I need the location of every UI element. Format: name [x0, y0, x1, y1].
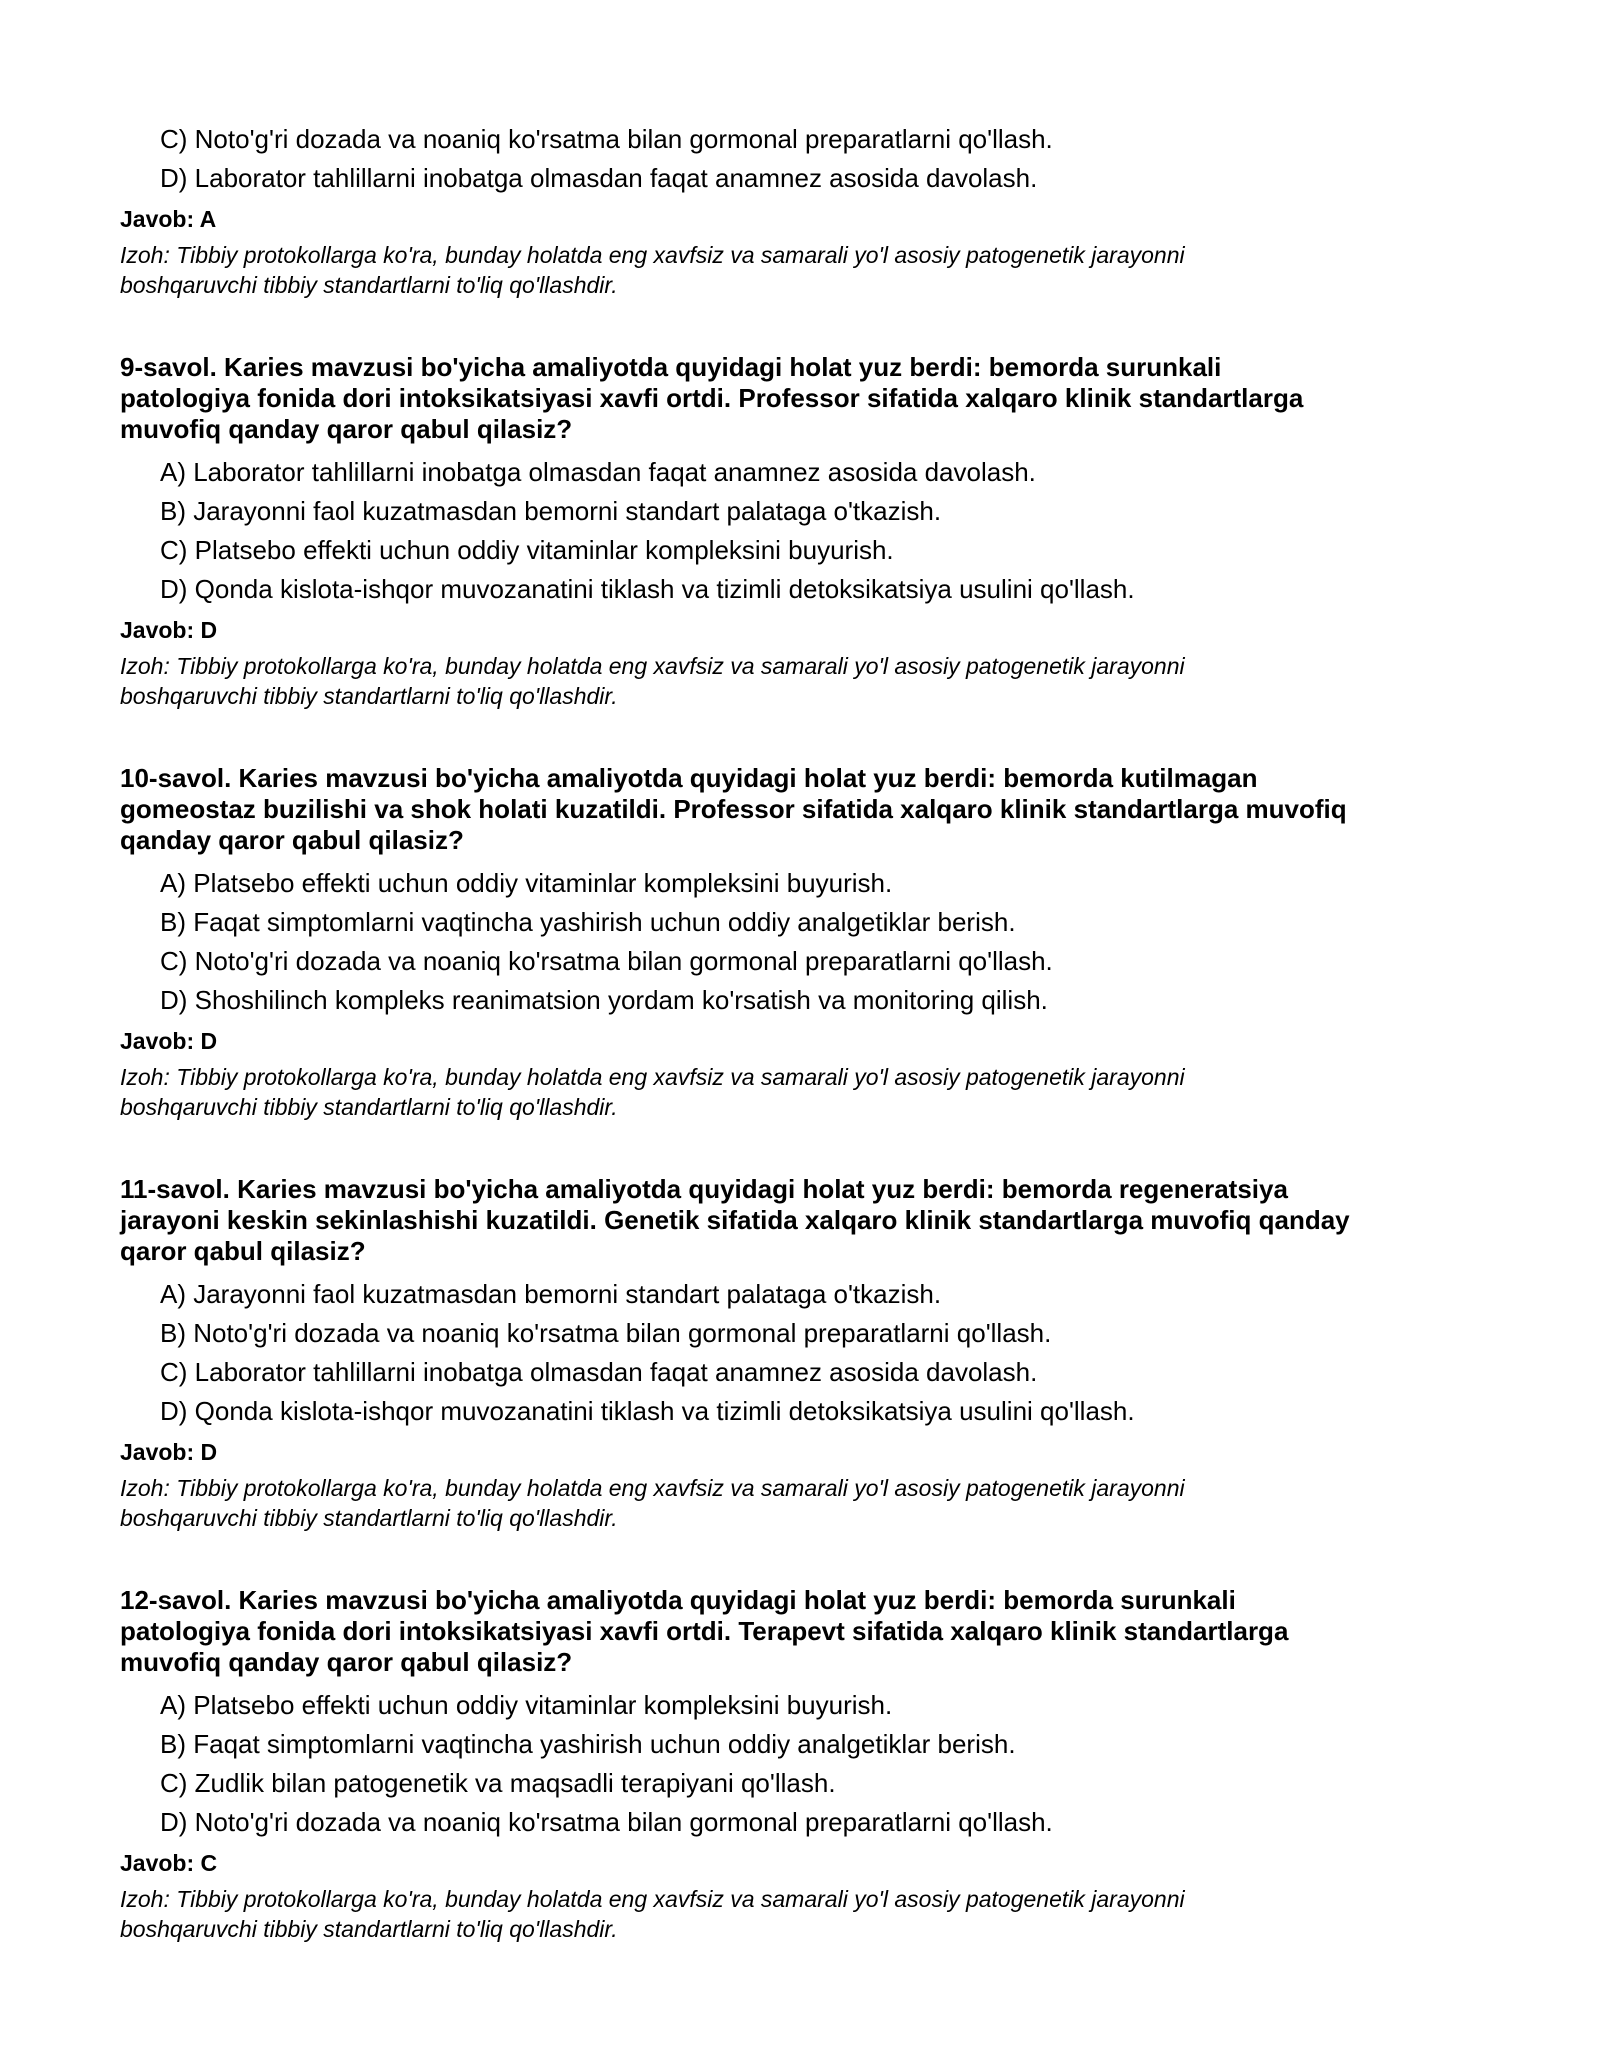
option-a: A) Jarayonni faol kuzatmasdan bemorni standart palataga o'tkazish. — [160, 1279, 942, 1309]
document-page — [120, 120, 1490, 1944]
question-heading — [120, 1174, 1490, 1267]
explanation-line: boshqaruvchi tibbiy standartlarni to'liq qo'llashdir. — [120, 1916, 618, 1942]
explanation-note — [120, 1473, 1490, 1533]
question-block-11 — [120, 1174, 1490, 1533]
option-c: C) Noto'g'ri dozada va noaniq ko'rsatma bilan gormonal preparatlarni qo'llash. — [160, 946, 1053, 976]
options-list — [120, 453, 1490, 609]
question-block-10 — [120, 763, 1490, 1122]
option-a: A) Platsebo effekti uchun oddiy vitaminlar kompleksini buyurish. — [160, 1690, 893, 1720]
options-list — [120, 1686, 1490, 1842]
question-line: 11-savol. Karies mavzusi bo'yicha amaliyotda quyidagi holat yuz berdi: bemorda regeneratsiya — [120, 1174, 1288, 1204]
answer-label: Javob: C — [120, 1850, 218, 1876]
option-a: A) Laborator tahlillarni inobatga olmasdan faqat anamnez asosida davolash. — [160, 457, 1036, 487]
explanation-note — [120, 651, 1490, 711]
question-line: patologiya fonida dori intoksikatsiyasi xavfi ortdi. Professor sifatida xalqaro klinik standartlarga — [120, 383, 1304, 413]
question-line: patologiya fonida dori intoksikatsiyasi xavfi ortdi. Terapevt sifatida xalqaro klinik standartlarga — [120, 1616, 1289, 1646]
explanation-line: Izoh: Tibbiy protokollarga ko'ra, bunday holatda eng xavfsiz va samarali yo'l asosiy patogenetik jarayonni — [120, 1475, 1185, 1501]
question-block-partial — [120, 120, 1490, 300]
explanation-line: Izoh: Tibbiy protokollarga ko'ra, bunday holatda eng xavfsiz va samarali yo'l asosiy patogenetik jarayonni — [120, 242, 1185, 268]
question-line: 12-savol. Karies mavzusi bo'yicha amaliyotda quyidagi holat yuz berdi: bemorda surunkali — [120, 1585, 1236, 1615]
option-c: C) Platsebo effekti uchun oddiy vitaminlar kompleksini buyurish. — [160, 535, 894, 565]
question-block-9 — [120, 352, 1490, 711]
options-list — [120, 120, 1490, 198]
question-heading — [120, 352, 1490, 445]
explanation-note — [120, 1062, 1490, 1122]
options-list — [120, 1275, 1490, 1431]
option-b: B) Faqat simptomlarni vaqtincha yashirish uchun oddiy analgetiklar berish. — [160, 907, 1016, 937]
question-line: muvofiq qanday qaror qabul qilasiz? — [120, 1647, 573, 1677]
option-b: B) Jarayonni faol kuzatmasdan bemorni standart palataga o'tkazish. — [160, 496, 942, 526]
option-b: B) Noto'g'ri dozada va noaniq ko'rsatma bilan gormonal preparatlarni qo'llash. — [160, 1318, 1052, 1348]
answer-label: Javob: D — [120, 617, 218, 643]
option-d: D) Qonda kislota-ishqor muvozanatini tiklash va tizimli detoksikatsiya usulini qo'llash. — [160, 1396, 1135, 1426]
question-heading — [120, 1585, 1490, 1678]
options-list — [120, 864, 1490, 1020]
option-d: D) Laborator tahlillarni inobatga olmasdan faqat anamnez asosida davolash. — [160, 163, 1038, 193]
option-d: D) Shoshilinch kompleks reanimatsion yordam ko'rsatish va monitoring qilish. — [160, 985, 1048, 1015]
question-line: 10-savol. Karies mavzusi bo'yicha amaliyotda quyidagi holat yuz berdi: bemorda kutilmagan — [120, 763, 1258, 793]
explanation-line: boshqaruvchi tibbiy standartlarni to'liq qo'llashdir. — [120, 1505, 618, 1531]
option-d: D) Qonda kislota-ishqor muvozanatini tiklash va tizimli detoksikatsiya usulini qo'llash. — [160, 574, 1135, 604]
answer-label: Javob: D — [120, 1439, 218, 1465]
question-line: gomeostaz buzilishi va shok holati kuzatildi. Professor sifatida xalqaro klinik standartlarga muvofiq — [120, 794, 1347, 824]
explanation-note — [120, 1884, 1490, 1944]
question-heading — [120, 763, 1490, 856]
question-line: qanday qaror qabul qilasiz? — [120, 825, 464, 855]
option-a: A) Platsebo effekti uchun oddiy vitaminlar kompleksini buyurish. — [160, 868, 893, 898]
explanation-line: boshqaruvchi tibbiy standartlarni to'liq qo'llashdir. — [120, 1094, 618, 1120]
explanation-line: Izoh: Tibbiy protokollarga ko'ra, bunday holatda eng xavfsiz va samarali yo'l asosiy patogenetik jarayonni — [120, 653, 1185, 679]
answer-label: Javob: D — [120, 1028, 218, 1054]
option-c: C) Laborator tahlillarni inobatga olmasdan faqat anamnez asosida davolash. — [160, 1357, 1038, 1387]
answer-label: Javob: A — [120, 206, 217, 232]
question-line: qaror qabul qilasiz? — [120, 1236, 366, 1266]
question-line: muvofiq qanday qaror qabul qilasiz? — [120, 414, 573, 444]
explanation-line: boshqaruvchi tibbiy standartlarni to'liq qo'llashdir. — [120, 272, 618, 298]
option-c: C) Noto'g'ri dozada va noaniq ko'rsatma bilan gormonal preparatlarni qo'llash. — [160, 124, 1053, 154]
explanation-line: Izoh: Tibbiy protokollarga ko'ra, bunday holatda eng xavfsiz va samarali yo'l asosiy patogenetik jarayonni — [120, 1886, 1185, 1912]
explanation-line: boshqaruvchi tibbiy standartlarni to'liq qo'llashdir. — [120, 683, 618, 709]
option-b: B) Faqat simptomlarni vaqtincha yashirish uchun oddiy analgetiklar berish. — [160, 1729, 1016, 1759]
question-line: jarayoni keskin sekinlashishi kuzatildi. Genetik sifatida xalqaro klinik standartlarga muvofiq qanday — [120, 1205, 1350, 1235]
explanation-note — [120, 240, 1490, 300]
option-c: C) Zudlik bilan patogenetik va maqsadli terapiyani qo'llash. — [160, 1768, 836, 1798]
question-block-12 — [120, 1585, 1490, 1944]
question-line: 9-savol. Karies mavzusi bo'yicha amaliyotda quyidagi holat yuz berdi: bemorda surunkali — [120, 352, 1222, 382]
explanation-line: Izoh: Tibbiy protokollarga ko'ra, bunday holatda eng xavfsiz va samarali yo'l asosiy patogenetik jarayonni — [120, 1064, 1185, 1090]
option-d: D) Noto'g'ri dozada va noaniq ko'rsatma bilan gormonal preparatlarni qo'llash. — [160, 1807, 1053, 1837]
